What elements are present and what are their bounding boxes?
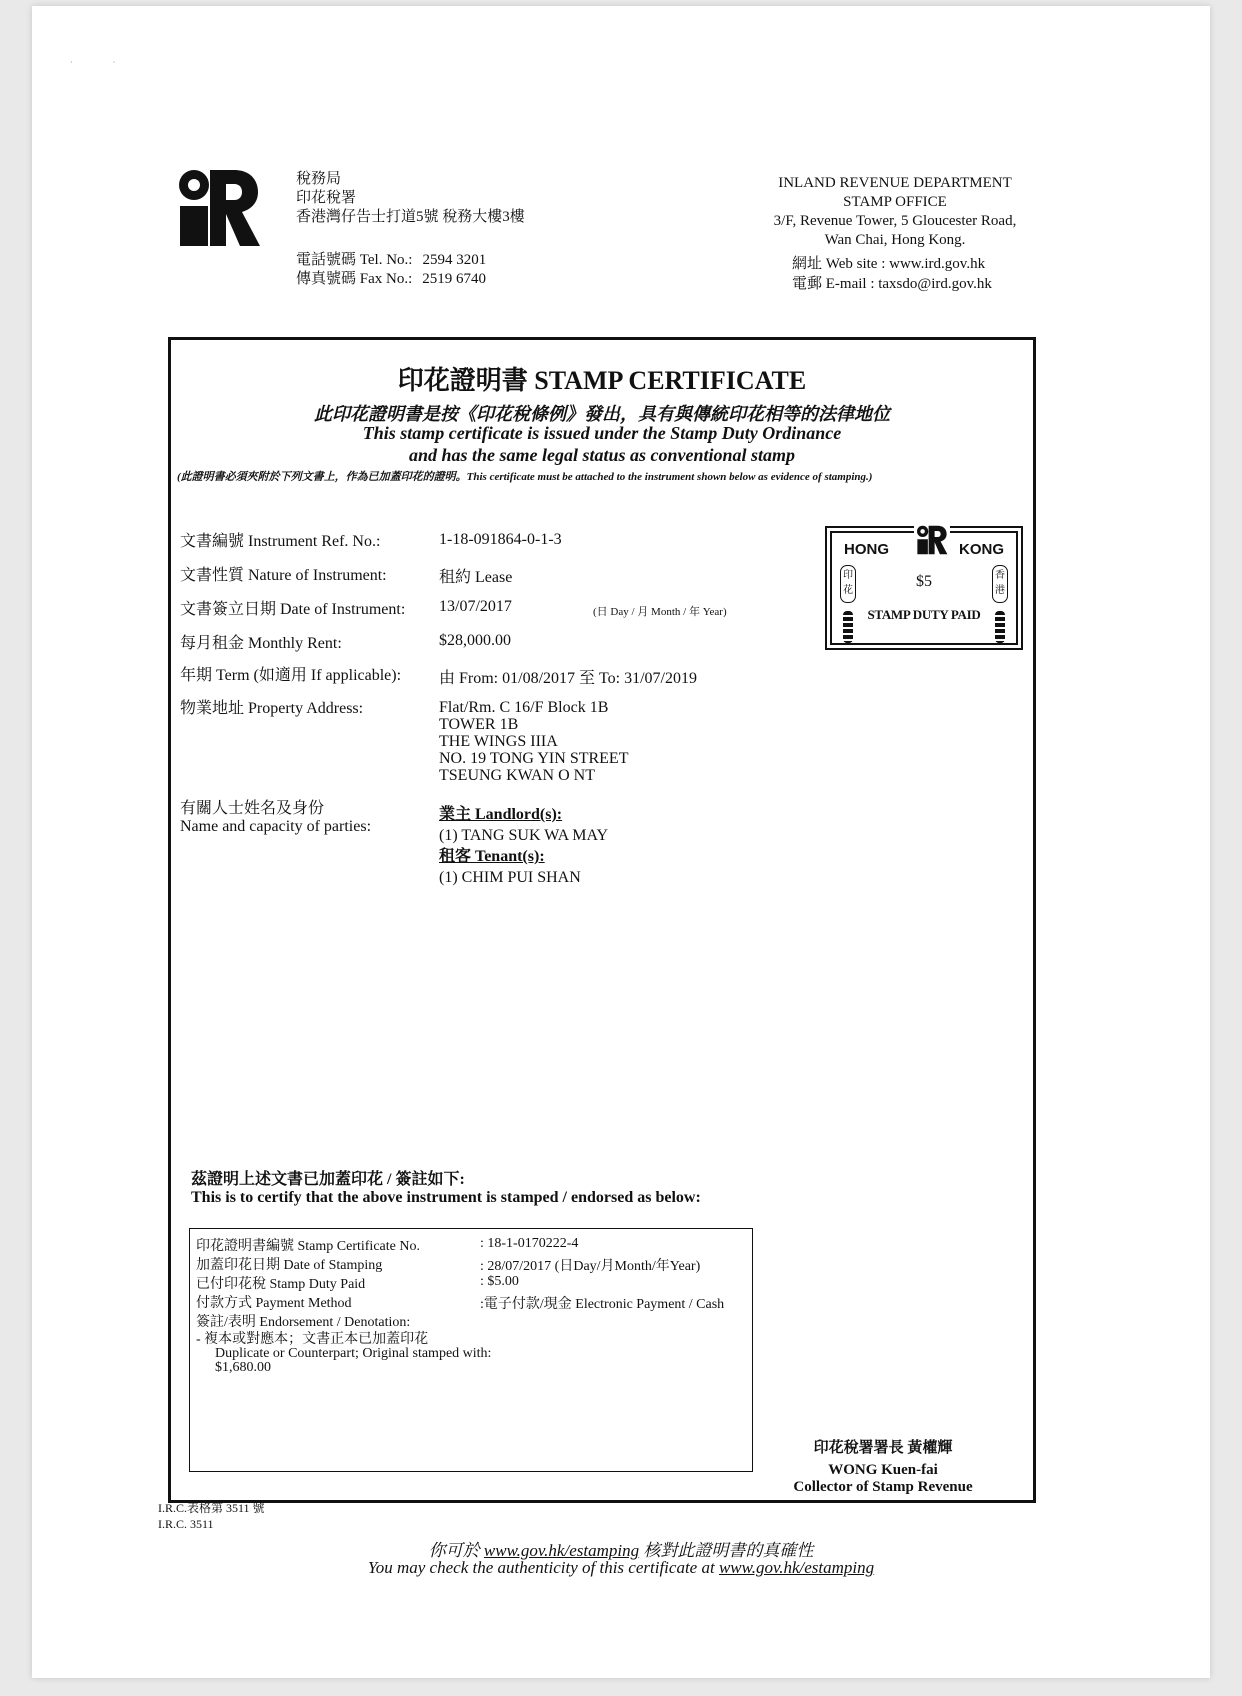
address-zh: 香港灣仔告士打道5號 稅務大樓3樓 [296,209,525,225]
stamping-details-box [189,1228,753,1472]
web-contact [792,254,992,294]
department-en [760,174,1030,250]
duty-stamp [825,526,1023,650]
tenant-name: (1) CHIM PUI SHAN [439,869,581,886]
stamp-hong: HONG [844,541,889,558]
duty-value: : $5.00 [480,1274,519,1289]
address-line: NO. 19 TONG YIN STREET [439,750,629,767]
stamp-logo-icon [914,525,950,555]
address-en-line-2: Wan Chai, Hong Kong. [824,232,966,248]
rent-value: $28,000.00 [439,632,511,649]
property-address [439,699,628,784]
nature-value: 租約 Lease [439,569,513,586]
stamp-amount: $5 [916,573,932,590]
certificate-box [168,337,1036,1503]
term-value: 由 From: 01/08/2017 至 To: 31/07/2019 [439,670,698,687]
dept-zh-line-2: 印花稅署 [296,190,357,206]
footer-en-pre: You may check the authenticity of this certificate at [367,1558,719,1577]
endorse-line-1: - 複本或對應本；文書正本已加蓋印花 [196,1332,429,1347]
footer-en [0,1558,1242,1578]
dept-en-line-2: STAMP OFFICE [843,194,947,210]
address-label: 物業地址 Property Address: [180,700,364,717]
scan-specks: · · [70,58,116,67]
cert-no-label: 印花證明書編號 Stamp Certificate No. [196,1239,420,1254]
fax-label: 傳真號碼 Fax No.: [296,271,413,287]
landlord-name: (1) TANG SUK WA MAY [439,827,609,844]
fax-number: 2519 6740 [422,271,487,287]
term-label: 年期 Term (如適用 If applicable): [180,667,402,684]
date-format: (日 Day / 月 Month / 年 Year) [593,606,727,618]
address-en-line-1: 3/F, Revenue Tower, 5 Gloucester Road, [773,213,1017,229]
ref-value: 1-18-091864-0-1-3 [439,531,562,548]
contact-numbers [296,251,486,289]
address-line: TSEUNG KWAN O NT [439,767,595,784]
certify-zh: 茲證明上述文書已加蓋印花 / 簽註如下: [191,1171,465,1188]
landlord-heading: 業主 Landlord(s): [439,806,563,823]
parties-label [180,800,371,836]
stamp-date-value: : 28/07/2017 (日Day/月Month/年Year) [480,1259,701,1274]
form-number-zh: I.R.C.表格第 3511 號 [158,1501,265,1515]
address-line: Flat/Rm. C 16/F Block 1B [439,699,609,716]
endorsement [196,1333,491,1375]
stamp-side-right: 香港 [992,565,1008,603]
date-label: 文書簽立日期 Date of Instrument: [180,601,406,618]
parties-label-zh: 有關人士姓名及身份 [180,800,325,817]
certificate-subtitle-en-2: and has the same legal status as conventional stamp [408,445,796,465]
method-value: :電子付款/現金 Electronic Payment / Cash [480,1297,725,1312]
footer-zh-post: 核對此證明書的真確性 [639,1541,814,1560]
signature-zh: 印花稅署署長 黃權輝 [813,1440,953,1456]
website: 網址 Web site : www.ird.gov.hk [792,256,986,272]
duty-label: 已付印花稅 Stamp Duty Paid [196,1277,366,1292]
signature-block [783,1462,983,1496]
stamp-kong: KONG [959,541,1004,558]
certificate-title: 印花證明書 STAMP CERTIFICATE [397,366,807,395]
certificate-note: (此證明書必須夾附於下列文書上，作為已加蓋印花的證明。This certificate must be attached to the instrument shown below as evidence of stamping.) [177,471,873,483]
stamp-date-label: 加蓋印花日期 Date of Stamping [196,1258,383,1273]
dept-zh-line-1: 稅務局 [296,171,342,187]
tenant-heading: 租客 Tenant(s): [439,848,545,865]
stamp-ornament-icon [843,611,853,643]
ref-label: 文書編號 Instrument Ref. No.: [180,533,381,550]
email: 電郵 E-mail : taxsdo@ird.gov.hk [792,276,992,292]
stamp-side-left: 印花 [840,565,856,603]
signatory-name: WONG Kuen-fai [828,1462,938,1478]
endorse-line-3: $1,680.00 [215,1360,271,1375]
stamp-frame [830,531,1018,645]
date-value: 13/07/2017 [439,598,512,615]
footer-zh-pre: 你可於 [428,1541,484,1560]
dept-en-line-1: INLAND REVENUE DEPARTMENT [778,175,1012,191]
certificate-subtitle-en-1: This stamp certificate is issued under the Stamp Duty Ordinance [362,423,842,443]
signatory-title: Collector of Stamp Revenue [793,1479,973,1495]
cert-no-value: : 18-1-0170222-4 [480,1236,579,1251]
footer-en-link[interactable]: www.gov.hk/estamping [718,1558,875,1577]
parties-label-en: Name and capacity of parties: [180,818,372,835]
address-line: TOWER 1B [439,716,519,733]
address-line: THE WINGS IIIA [439,733,558,750]
stamp-ornament-icon [995,611,1005,643]
method-label: 付款方式 Payment Method [196,1296,352,1311]
form-number-en: I.R.C. 3511 [158,1517,214,1531]
tel-label: 電話號碼 Tel. No.: [296,252,413,268]
certificate-subtitle-zh: 此印花證明書是按《印花稅條例》發出，具有與傳統印花相等的法律地位 [314,404,890,424]
stamp-duty-paid: STAMP DUTY PAID [867,607,981,622]
endorse-label: 簽註/表明 Endorsement / Denotation: [196,1315,411,1330]
tel-number: 2594 3201 [422,252,487,268]
footer-zh-link[interactable]: www.gov.hk/estamping [483,1541,640,1560]
department-zh [296,170,525,227]
nature-label: 文書性質 Nature of Instrument: [180,567,387,584]
form-number [158,1500,265,1532]
endorse-line-2: Duplicate or Counterpart; Original stamped with: [215,1346,492,1361]
rent-label: 每月租金 Monthly Rent: [180,635,342,652]
certify-en: This is to certify that the above instrument is stamped / endorsed as below: [191,1189,701,1206]
parties [439,804,608,888]
ird-logo-icon [178,168,260,248]
